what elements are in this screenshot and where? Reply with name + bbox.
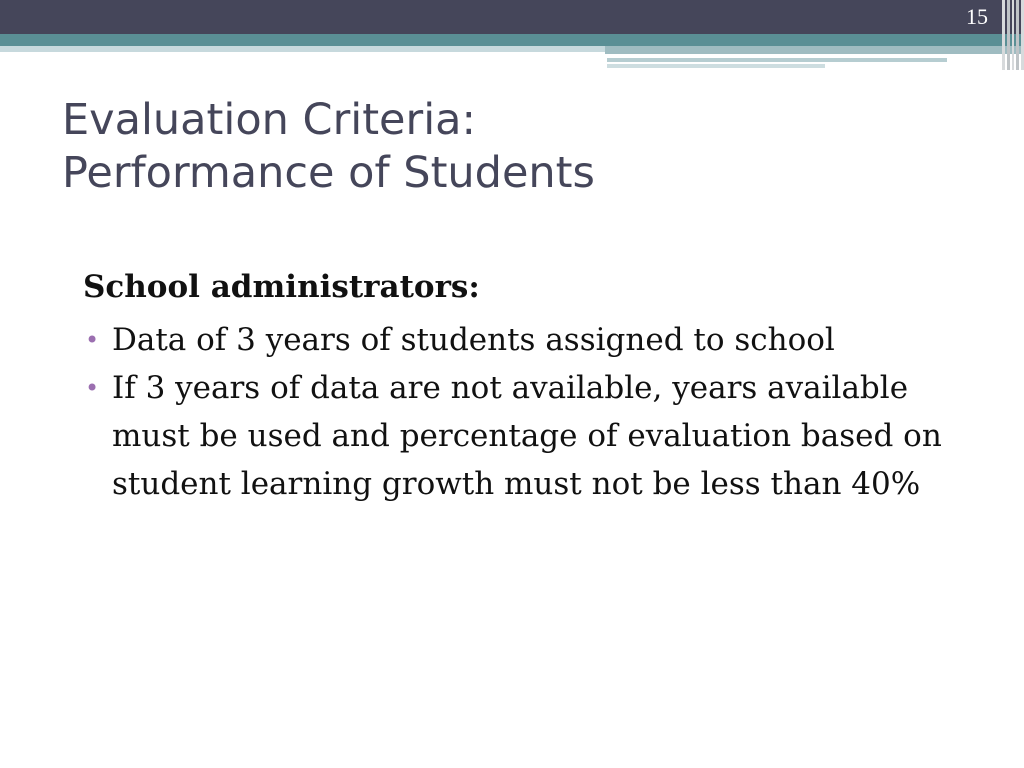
header-band-light bbox=[607, 64, 825, 68]
header-vertical-stripes bbox=[1002, 0, 1024, 70]
bullet-text: If 3 years of data are not available, years available must be used and percentage of evaluation based on student learning growth must not be less than 40% bbox=[112, 370, 942, 502]
bullet-icon: • bbox=[85, 326, 100, 354]
bullet-list bbox=[83, 316, 963, 508]
title-line: Evaluation Criteria: bbox=[62, 95, 476, 145]
header-band-light bbox=[607, 58, 947, 62]
section-heading: School administrators: bbox=[83, 269, 480, 305]
page-number: 15 bbox=[966, 4, 988, 29]
header-band-light bbox=[0, 46, 605, 52]
bullet-icon: • bbox=[85, 374, 100, 402]
bullet-item bbox=[83, 364, 963, 508]
bullet-item bbox=[83, 316, 963, 364]
header-band-teal bbox=[0, 34, 1024, 46]
bullet-text: Data of 3 years of students assigned to school bbox=[112, 322, 835, 358]
header-band-dark bbox=[0, 0, 1024, 34]
title-line: Performance of Students bbox=[62, 148, 595, 198]
slide-title bbox=[62, 94, 962, 200]
slide-body bbox=[83, 264, 963, 508]
header-band-light bbox=[605, 46, 1024, 54]
